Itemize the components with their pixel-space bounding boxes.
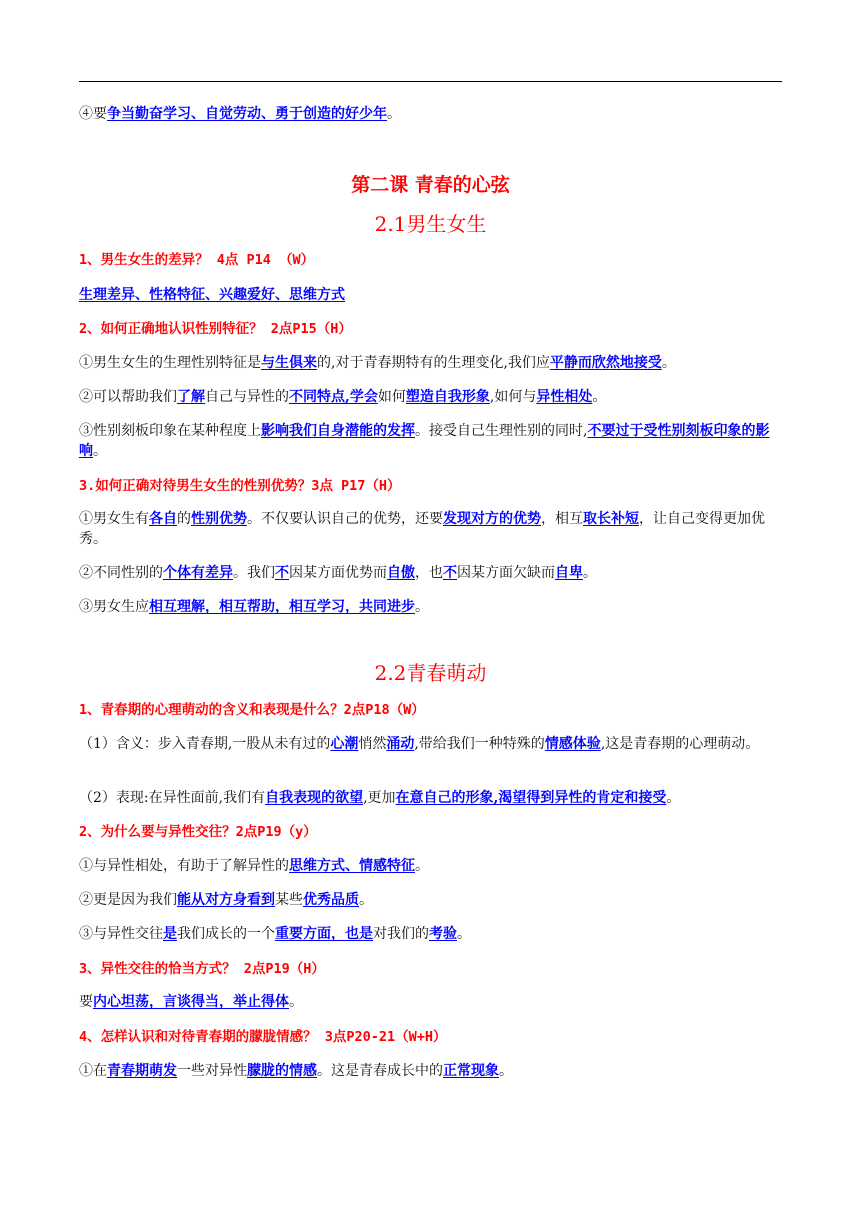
keyword: 情感体验 [544,736,601,752]
text: ②更是因为我们 [79,892,177,908]
text: ③男女生应 [79,599,149,615]
keyword: 不 [443,565,457,581]
keyword: 涌动 [386,736,415,752]
text: ③性别刻板印象在某种程度上 [79,423,261,439]
keyword: 正常现象 [443,1063,499,1079]
text: 。 [583,565,597,581]
text: 。 [93,443,107,459]
text: 。 [415,599,429,615]
keyword: 自傲 [387,565,415,581]
keyword: 思维方式、情感特征 [289,858,415,874]
text: 。 [457,926,471,942]
text: 。 [499,1063,513,1079]
text: 要 [79,994,93,1010]
text: ，相互 [541,511,583,527]
question-1: 1、男生女生的差异？ 4点 P14 （W） [79,252,315,268]
text: ,如何与 [489,389,537,405]
text: 我们成长的一个 [177,926,275,942]
text: 。这是青春成长中的 [317,1063,443,1079]
keyword: 性别优势 [191,511,247,527]
text: 的,对于青春期特有的生理变化,我们应 [317,355,550,371]
paragraph-good-youth [79,104,782,124]
text: 。 [592,389,607,405]
text: 。 [359,892,373,908]
text: （2）表现:在异性面前,我们有 [79,790,266,806]
text: 某些 [275,892,303,908]
text: 一些对异性 [177,1063,247,1079]
text: ，让自己变得更加优秀。 [79,511,765,547]
paragraph [79,509,782,549]
keyword: 不同特点,学会 [289,389,378,405]
keyword: 朦胧的情感 [247,1063,317,1079]
keyword: 发现对方的优势 [443,511,541,527]
text: 。 [415,858,429,874]
paragraph [79,421,782,461]
text: 。接受自己生理性别的同时, [415,423,588,439]
paragraph [79,597,782,617]
text: ④要 [79,106,107,122]
paragraph [79,890,782,910]
keyword: 内心坦荡，言谈得当，举止得体 [93,994,289,1010]
keyword: 能从对方身看到 [177,892,275,908]
paragraph [79,563,782,583]
question-3: 3、异性交往的恰当方式？ 2点P19（H） [79,961,325,977]
question-2: 2、为什么要与异性交往？2点P19（y） [79,824,317,840]
section-title-2-2: 2.2青春萌动 [374,661,487,685]
text: ②可以帮助我们 [79,389,177,405]
question-3: 3.如何正确对待男生女生的性别优势？3点 P17（H） [79,478,401,494]
keyword: 不要过于受性别刻板印象的影响 [79,423,770,459]
keyword: 优秀品质 [303,892,359,908]
text: 。 [387,106,401,122]
text: ②不同性别的 [79,565,163,581]
keyword: 争当勤奋学习、自觉劳动、勇于创造的好少年 [107,106,387,122]
keyword: 自卑 [555,565,583,581]
paragraph [79,856,782,876]
keyword: 塑造自我形象 [405,389,490,405]
text: 。不仅要认识自己的优势，还要 [247,511,443,527]
paragraph [79,924,782,944]
text: 。 [661,355,676,371]
paragraph [79,1061,782,1081]
keyword: 各自 [149,511,177,527]
question-1: 1、青春期的心理萌动的含义和表现是什么？2点P18（W） [79,702,425,718]
text: ①男生女生的生理性别特征是 [79,355,261,371]
keyword: 心潮 [330,736,359,752]
keyword: 在意自己的形象,渴望得到异性的肯定和接受 [395,790,667,806]
lesson-title: 第二课 青春的心弦 [351,174,510,196]
text: 自己与异性的 [205,389,289,405]
section-title-2-1: 2.1男生女生 [374,212,487,236]
text: 因某方面优势而 [289,565,387,581]
keyword: 平静而欣然地接受 [549,355,662,371]
text: 悄然 [358,736,387,752]
text: 。 [666,790,681,806]
keyword: 影响我们自身潜能的发挥 [261,423,415,439]
answer-1 [79,285,782,305]
text: 如何 [377,389,406,405]
text: ,这是青春期的心理萌动。 [600,736,760,752]
keyword: 与生俱来 [261,355,317,371]
paragraph [79,992,782,1012]
keyword: 个体有差异 [163,565,233,581]
text: 。 [289,994,303,1010]
keyword: 是 [163,926,177,942]
text: ①男女生有 [79,511,149,527]
paragraph [79,353,782,373]
keyword: 了解 [177,389,205,405]
text: 对我们的 [373,926,429,942]
keyword: 青春期萌发 [107,1063,177,1079]
keyword: 不 [275,565,289,581]
text: （1）含义：步入青春期,一股从未有过的 [79,736,331,752]
text: ，也 [415,565,443,581]
text: 。我们 [233,565,275,581]
paragraph [79,387,782,407]
text: ①与异性相处，有助于了解异性的 [79,858,289,874]
text: 因某方面欠缺而 [457,565,555,581]
question-4: 4、怎样认识和对待青春期的朦胧情感？ 3点P20-21（W+H） [79,1029,447,1045]
text: ,更加 [363,790,396,806]
keyword: 重要方面，也是 [275,926,373,942]
paragraph [79,734,782,754]
keyword: 相互理解，相互帮助，相互学习，共同进步 [149,599,415,615]
paragraph [79,788,782,808]
keyword: 自我表现的欲望 [265,790,364,806]
header-rule [79,81,782,82]
keyword: 考验 [429,926,457,942]
question-2: 2、如何正确地认识性别特征？ 2点P15（H） [79,321,352,337]
text: ③与异性交往 [79,926,163,942]
keyword: 生理差异、性格特征、兴趣爱好、思维方式 [79,287,345,303]
text: ,带给我们一种特殊的 [414,736,545,752]
keyword: 异性相处 [536,389,593,405]
text: ①在 [79,1063,107,1079]
keyword: 取长补短 [583,511,639,527]
text: 的 [177,511,191,527]
